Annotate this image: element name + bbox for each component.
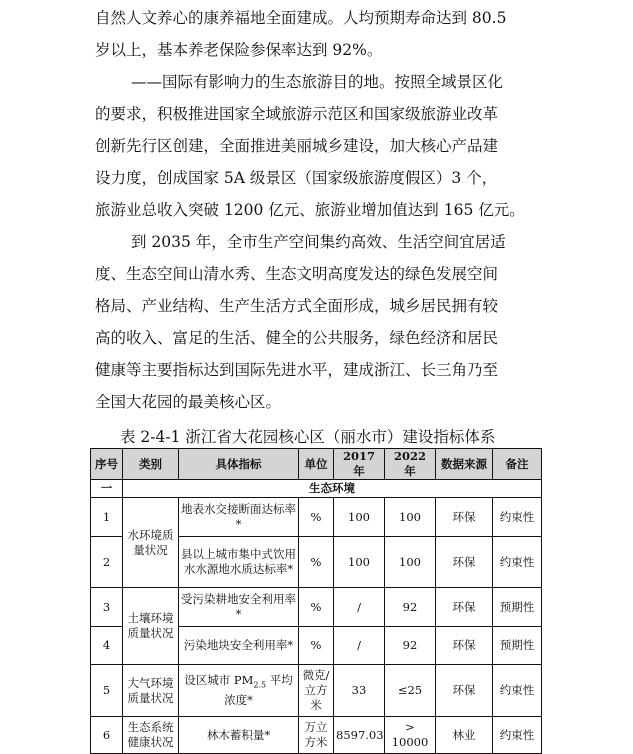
text-line: 到 2035 年，全市生产空间集约高效、生活空间宜居适	[131, 233, 506, 251]
table-row	[91, 498, 542, 537]
header-cell: 序号	[91, 449, 123, 480]
paragraph-2035	[95, 226, 550, 418]
unit-cell: 万立方米	[299, 717, 334, 754]
text-line: 格局、产业结构、生产生活方式全面形成，城乡居民拥有较	[95, 297, 499, 315]
indicator-cell	[179, 665, 299, 717]
note-cell: 约束性	[493, 665, 542, 717]
value-2022-cell: > 10000	[385, 717, 436, 754]
value-2022-cell: ≤25	[385, 665, 436, 717]
header-cell: 2022 年	[385, 449, 436, 480]
source-cell: 环保	[436, 588, 493, 627]
category-cell: 土壤环境质量状况	[123, 588, 179, 665]
paragraph-tourism	[95, 66, 550, 226]
value-2017-cell: /	[334, 627, 385, 665]
paragraph-health	[95, 2, 550, 66]
value-2022-cell: 92	[385, 627, 436, 665]
unit-cell: %	[299, 537, 334, 588]
text-line: 全国大花园的最美核心区。	[95, 393, 282, 411]
section-number: 一	[91, 480, 123, 498]
row-number: 3	[91, 588, 123, 627]
note-cell: 约束性	[493, 498, 542, 537]
header-cell: 备注	[493, 449, 542, 480]
category-cell: 生态系统健康状况	[123, 717, 179, 754]
section-title: 生态环境	[123, 480, 542, 498]
header-cell: 类别	[123, 449, 179, 480]
row-number: 5	[91, 665, 123, 717]
value-2017-cell: 100	[334, 537, 385, 588]
category-cell: 水环境质量状况	[123, 498, 179, 588]
value-2022-cell: 100	[385, 498, 436, 537]
header-cell: 单位	[299, 449, 334, 480]
value-2017-cell: 100	[334, 498, 385, 537]
source-cell: 环保	[436, 665, 493, 717]
category-cell: 大气环境质量状况	[123, 665, 179, 717]
indicator-cell: 受污染耕地安全利用率*	[179, 588, 299, 627]
value-2017-cell: /	[334, 588, 385, 627]
indicator-cell: 污染地块安全利用率*	[179, 627, 299, 665]
row-number: 6	[91, 717, 123, 754]
source-cell: 林业	[436, 717, 493, 754]
text-line: ——国际有影响力的生态旅游目的地。按照全域景区化	[131, 73, 504, 91]
value-2017-cell: 8597.03	[334, 717, 385, 754]
indicator-cell: 地表水交接断面达标率*	[179, 498, 299, 537]
note-cell: 约束性	[493, 537, 542, 588]
row-number: 4	[91, 627, 123, 665]
table-caption: 表 2-4-1 浙江省大花园核心区（丽水市）建设指标体系	[120, 428, 496, 446]
table-row	[91, 665, 542, 717]
unit-cell: %	[299, 627, 334, 665]
table-header-row	[91, 449, 542, 480]
unit-cell: %	[299, 498, 334, 537]
value-2022-cell: 92	[385, 588, 436, 627]
table-row	[91, 588, 542, 627]
source-cell: 环保	[436, 498, 493, 537]
source-cell: 环保	[436, 627, 493, 665]
text-line: 岁以上，基本养老保险参保率达到 92%。	[95, 41, 383, 59]
text-line: 健康等主要指标达到国际先进水平，建成浙江、长三角乃至	[95, 361, 499, 379]
note-cell: 预期性	[493, 627, 542, 665]
note-cell: 预期性	[493, 588, 542, 627]
indicator-text: 设区城市 PM	[184, 673, 254, 688]
indicator-cell: 林木蓄积量*	[179, 717, 299, 754]
note-cell: 约束性	[493, 717, 542, 754]
text-line: 旅游业总收入突破 1200 亿元、旅游业增加值达到 165 亿元。	[95, 201, 525, 219]
text-line: 度、生态空间山清水秀、生态文明高度发达的绿色发展空间	[95, 265, 499, 283]
value-2022-cell: 100	[385, 537, 436, 588]
indicator-text: 平均浓度*	[224, 673, 293, 707]
row-number: 1	[91, 498, 123, 537]
text-line: 的要求，积极推进国家全域旅游示范区和国家级旅游业改革	[95, 105, 499, 123]
indicator-table	[90, 448, 542, 754]
text-line: 创新先行区创建，全面推进美丽城乡建设，加大核心产品建	[95, 137, 499, 155]
indicator-subscript: 2.5	[253, 680, 267, 690]
header-cell: 数据来源	[436, 449, 493, 480]
section-row	[91, 480, 542, 498]
header-cell: 具体指标	[179, 449, 299, 480]
row-number: 2	[91, 537, 123, 588]
text-line: 设力度，创成国家 5A 级景区（国家级旅游度假区）3 个，	[95, 169, 498, 187]
text-line: 高的收入、富足的生活、健全的公共服务，绿色经济和居民	[95, 329, 499, 347]
unit-cell: 微克/立方米	[299, 665, 334, 717]
indicator-cell: 县以上城市集中式饮用水水源地水质达标率*	[179, 537, 299, 588]
value-2017-cell: 33	[334, 665, 385, 717]
unit-cell: %	[299, 588, 334, 627]
table-row	[91, 717, 542, 754]
header-cell: 2017 年	[334, 449, 385, 480]
source-cell: 环保	[436, 537, 493, 588]
text-line: 自然人文养心的康养福地全面建成。人均预期寿命达到 80.5	[95, 9, 507, 27]
